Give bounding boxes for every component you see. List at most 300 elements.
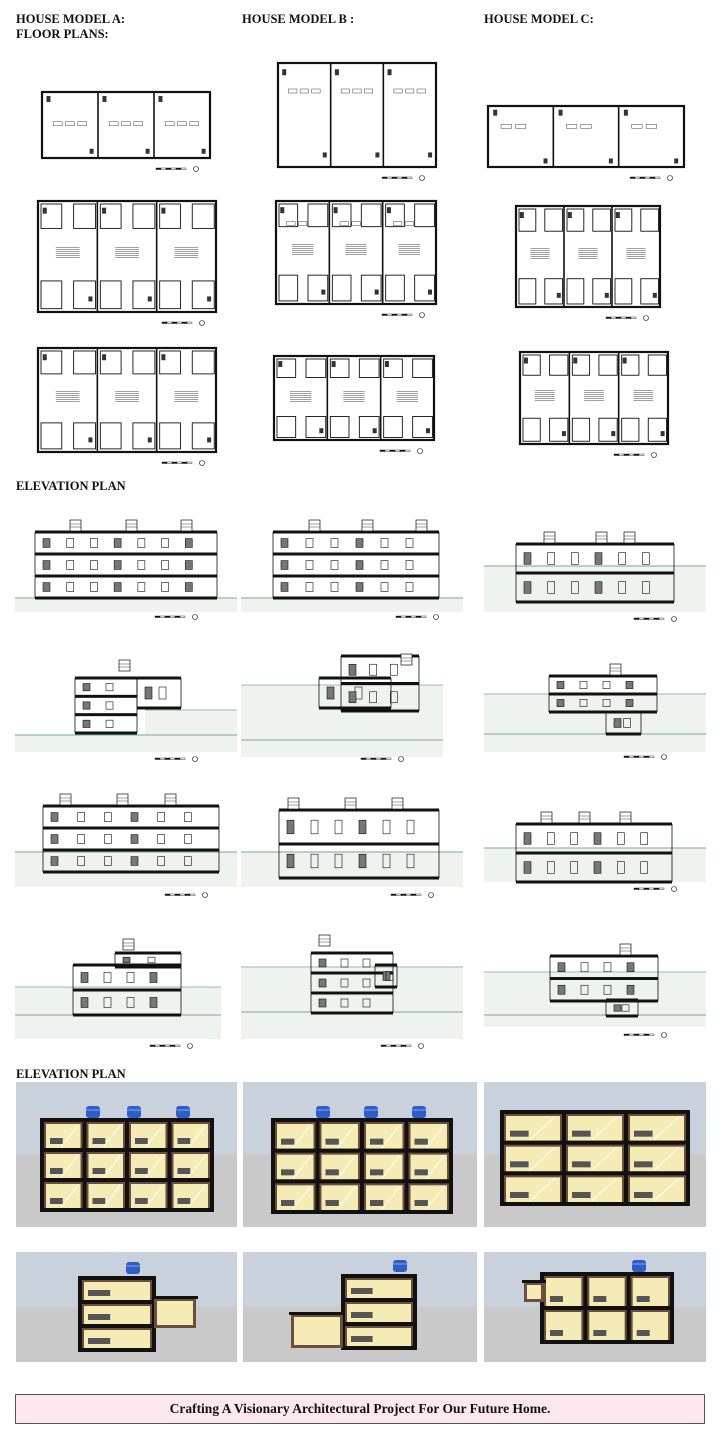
wall [40,1120,44,1210]
floor-plan-b-3 [268,350,440,458]
fixture [88,296,92,301]
floor-slab [550,955,658,958]
furniture [351,1288,373,1294]
window [594,833,601,845]
water-tank [123,939,134,950]
furniture [135,1168,148,1174]
wall [624,1112,628,1204]
window [595,582,602,594]
fixture [493,110,497,116]
furniture [370,1169,383,1175]
fixture [557,293,561,298]
window [548,553,555,565]
floor-plan-a-1 [36,86,216,176]
window [381,539,388,548]
window [83,720,90,727]
ground-fill [15,598,237,612]
table [78,122,87,126]
furniture [415,1139,428,1145]
plan-outline [520,352,668,444]
floor-slab [319,707,391,710]
room [359,359,379,377]
floor-slab [311,1012,393,1015]
furniture [326,1200,339,1206]
window [627,985,634,994]
scale-bar [150,1044,193,1049]
footer-banner [15,1394,705,1424]
fixture [158,96,162,102]
furniture [178,1138,191,1144]
room [192,204,214,228]
window [306,583,313,592]
scale-bar [156,167,199,172]
section-render-b-side [243,1252,477,1362]
floor-slab [137,677,181,680]
window [184,813,191,822]
water-tank [416,520,427,531]
wall [168,1120,172,1210]
water-tank [309,520,320,531]
water-tank [126,1262,140,1274]
furniture [50,1168,63,1174]
room [74,281,96,309]
model-c-title: HOUSE MODEL C: [484,12,594,26]
furniture [50,1198,63,1204]
elevation-c-rear [484,780,706,900]
fixture [605,293,609,298]
plan-outline [42,92,210,158]
floor-slab [75,713,137,716]
room [41,423,62,449]
wall [500,1112,504,1204]
window [78,813,85,822]
scale-bar [155,615,198,620]
room [523,418,540,441]
wall [78,1278,82,1350]
model-a-title: HOUSE MODEL A: [16,12,126,26]
fixture [161,354,165,360]
room [359,416,379,437]
furniture [415,1169,428,1175]
window [162,561,169,570]
table [405,222,414,226]
fixture [428,152,432,157]
slab [540,1306,674,1310]
room [545,279,563,304]
plan-outline [278,63,436,167]
room [386,275,405,301]
plan-outline [276,201,436,304]
section-render-c-side [484,1252,706,1362]
table [190,122,199,126]
window [43,561,50,570]
floor-plan-c-2 [510,200,666,325]
window [558,985,565,994]
window [335,820,342,834]
window [104,835,111,844]
room [133,281,155,309]
window [67,583,74,592]
scale-bar [630,176,673,181]
window [43,539,50,548]
table [134,122,143,126]
furniture [593,1330,606,1336]
floor-slab [43,827,219,830]
fixture [319,428,323,433]
annex-slab [152,1296,198,1299]
window [627,963,634,972]
furniture [93,1198,106,1204]
window [319,999,326,1007]
window [356,583,363,592]
window [185,539,192,548]
room [593,279,611,304]
slab [78,1348,156,1352]
furniture [510,1161,529,1167]
table [646,124,656,128]
room [133,351,155,374]
table [341,89,349,93]
floor-slab [550,977,658,980]
elevation-plan-title-1: ELEVATION PLAN [16,479,126,493]
window [127,973,134,983]
window [547,833,554,845]
floor-slab [73,1014,181,1017]
floor-slab [43,849,219,852]
room [648,418,666,441]
room [413,359,433,377]
terrain-fill [145,710,237,735]
window [51,813,58,822]
fixture [623,358,627,364]
furniture [135,1138,148,1144]
window [571,833,578,845]
furniture [572,1131,591,1137]
room [332,275,351,301]
slab [78,1276,156,1280]
fixture [524,358,528,364]
elevation-b-rear [241,780,463,905]
room [622,418,639,441]
room [572,418,589,441]
ground-fill [241,1012,463,1039]
fixture [280,207,284,213]
window [571,553,578,565]
plan-outline [274,356,434,440]
furniture [637,1330,650,1336]
elevation-a-rear [15,780,237,905]
annex-interior [527,1285,541,1299]
fixture [385,361,389,367]
furniture [370,1139,383,1145]
window [604,963,611,972]
floor-slab [35,553,217,556]
window [281,583,288,592]
window [359,854,366,868]
elevation-a-side-2 [15,915,221,1057]
fixture [335,69,339,75]
window [104,973,111,983]
furniture [550,1330,563,1336]
fixture [624,110,628,116]
room [192,281,214,309]
fixture [90,149,94,154]
section-render-c-front [484,1082,706,1227]
table [122,122,131,126]
water-tank [620,944,631,955]
window [114,583,121,592]
window [104,813,111,822]
window [159,687,166,699]
window [617,833,624,845]
window [614,719,621,728]
room [361,204,381,227]
room [74,351,96,374]
furniture [135,1198,148,1204]
elevation-a-side [15,640,237,770]
scale-bar [162,321,205,326]
furniture [351,1312,373,1318]
fixture [148,437,152,442]
annex-interior [294,1317,340,1345]
floor-slab [279,843,439,846]
room [192,423,214,449]
water-tank [70,520,81,531]
window [619,553,626,565]
furniture [50,1138,63,1144]
furniture [281,1139,294,1145]
window [359,820,366,834]
room [306,359,326,377]
window [557,699,564,706]
room [599,418,617,441]
floor-slab [516,823,672,826]
floor-slab [375,986,397,989]
floor-slab [137,707,181,710]
fixture [653,293,657,298]
room [279,275,298,301]
fixture [282,69,286,75]
fixture [332,361,336,367]
water-tank [176,1106,190,1118]
section-render-a-side [16,1252,237,1362]
fixture [568,212,572,218]
room [519,279,536,304]
fixture [207,437,211,442]
scale-bar [396,615,439,620]
elevation-b-side-2 [241,915,463,1057]
floor-slab [115,952,181,955]
ground-fill [484,734,706,752]
window [557,681,564,688]
window [83,684,90,691]
room [74,204,96,228]
fixture [148,296,152,301]
water-tank [362,520,373,531]
table [178,122,187,126]
floor-slab [516,852,672,855]
table [340,222,349,226]
window [150,998,157,1008]
wall [316,1120,320,1212]
slab [500,1110,690,1114]
window [106,684,113,691]
table [109,122,118,126]
window [383,820,390,834]
furniture [88,1290,110,1296]
room [41,281,62,309]
floor-slab [273,597,439,600]
water-tank [610,664,621,675]
window [78,835,85,844]
window [148,957,155,963]
fixture [102,354,106,360]
table [501,124,511,128]
furniture [634,1131,653,1137]
floor-slab [550,1000,658,1003]
water-tank [181,520,192,531]
window [138,539,145,548]
plan-outline [38,201,216,312]
window [370,664,377,675]
slab [78,1300,156,1304]
ground-fill [15,1015,221,1039]
water-tank [620,812,631,823]
floor-plan-a-3 [32,342,222,470]
table [298,222,307,226]
window [162,583,169,592]
window [306,539,313,548]
room [641,209,659,231]
scale-bar [634,887,677,892]
window [390,664,397,675]
terrain-fill [484,694,706,734]
water-tank [165,794,176,805]
wall [125,1120,129,1210]
floor-slab [606,733,641,736]
fixture [674,158,678,163]
ground-fill [15,735,237,752]
floor-plan-b-2 [270,195,442,322]
fixture [146,149,150,154]
floor-slab [341,710,419,713]
window [580,681,587,688]
scale-bar [361,757,404,762]
fixture [544,158,548,163]
table [287,222,296,226]
water-tank [126,520,137,531]
scale-bar [634,617,677,622]
floor-slab [75,732,137,735]
scale-bar [614,453,657,458]
fixture [609,158,613,163]
elevation-plan-title-2: ELEVATION PLAN [16,1067,126,1081]
window [331,583,338,592]
window [341,959,348,967]
window [524,833,531,845]
room [413,416,433,437]
scale-bar [380,449,423,454]
furniture [572,1161,591,1167]
room [100,281,121,309]
scale-bar [382,313,425,318]
window [67,539,74,548]
fixture [278,361,282,367]
table [405,89,413,93]
window [524,553,531,565]
scale-bar [155,757,198,762]
fixture [562,431,566,436]
elevation-b-side [241,630,443,775]
fixture [611,431,615,436]
water-tank [596,532,607,543]
window [406,561,413,570]
window [407,820,414,834]
table [312,89,320,93]
window [150,973,157,983]
furniture [281,1200,294,1206]
window [381,583,388,592]
fixture [323,152,327,157]
ground-fill [241,740,443,757]
floor-slab [75,695,137,698]
elevation-b-front [241,510,463,630]
window [162,539,169,548]
scale-bar [165,893,208,898]
room [550,355,568,375]
water-tank [364,1106,378,1118]
window [383,972,390,981]
room [74,423,96,449]
window [67,561,74,570]
scale-bar [624,1033,667,1038]
furniture [510,1192,529,1198]
floor-slab [279,809,439,812]
fixture [375,290,379,295]
window [287,820,294,834]
window [131,813,138,822]
slab [341,1322,417,1326]
window [90,539,97,548]
window [406,583,413,592]
window [356,561,363,570]
table [66,122,75,126]
water-tank [316,1106,330,1118]
fixture [334,207,338,213]
floor-slab [341,682,419,685]
table [581,124,591,128]
room [593,209,611,231]
window [319,959,326,967]
room [133,204,155,228]
scale-bar [381,1044,424,1049]
window [311,820,318,834]
window [626,699,633,706]
window [123,957,130,963]
fixture [102,208,106,214]
floor-slab [375,964,397,967]
window [581,963,588,972]
table [566,124,576,128]
window [306,561,313,570]
window [138,583,145,592]
fixture [559,110,563,116]
table [417,89,425,93]
elevation-c-front [484,506,706,630]
room [361,275,381,301]
room [192,351,214,374]
window [558,963,565,972]
